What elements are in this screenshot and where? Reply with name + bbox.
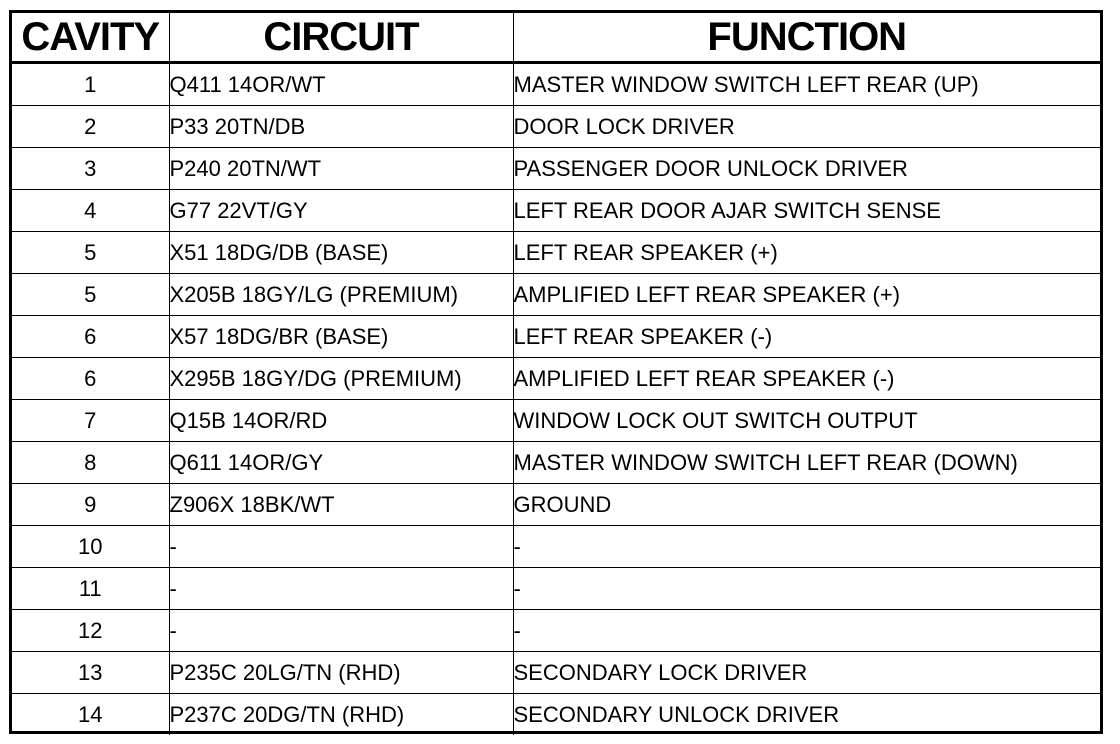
connector-pinout-sheet bbox=[9, 10, 1103, 734]
circuit-cell: P237C 20DG/TN (RHD) bbox=[169, 694, 513, 736]
function-cell: DOOR LOCK DRIVER bbox=[513, 106, 1100, 148]
cavity-cell: 8 bbox=[12, 442, 169, 484]
header-function: FUNCTION bbox=[513, 13, 1100, 63]
function-cell: LEFT REAR SPEAKER (-) bbox=[513, 316, 1100, 358]
cavity-cell: 7 bbox=[12, 400, 169, 442]
cavity-cell: 5 bbox=[12, 274, 169, 316]
connector-pinout-table bbox=[12, 13, 1100, 735]
table-row bbox=[12, 316, 1100, 358]
cavity-cell: 6 bbox=[12, 316, 169, 358]
header-row bbox=[12, 13, 1100, 63]
table-row bbox=[12, 400, 1100, 442]
function-cell: AMPLIFIED LEFT REAR SPEAKER (+) bbox=[513, 274, 1100, 316]
cavity-cell: 4 bbox=[12, 190, 169, 232]
circuit-cell: Q15B 14OR/RD bbox=[169, 400, 513, 442]
table-row bbox=[12, 652, 1100, 694]
table-row bbox=[12, 484, 1100, 526]
function-cell: MASTER WINDOW SWITCH LEFT REAR (UP) bbox=[513, 63, 1100, 106]
cavity-cell: 12 bbox=[12, 610, 169, 652]
cavity-cell: 14 bbox=[12, 694, 169, 736]
table-row bbox=[12, 63, 1100, 106]
table-row bbox=[12, 106, 1100, 148]
function-cell: - bbox=[513, 568, 1100, 610]
cavity-cell: 9 bbox=[12, 484, 169, 526]
cavity-cell: 6 bbox=[12, 358, 169, 400]
function-cell: SECONDARY UNLOCK DRIVER bbox=[513, 694, 1100, 736]
table-row bbox=[12, 232, 1100, 274]
header-circuit: CIRCUIT bbox=[169, 13, 513, 63]
table-row bbox=[12, 610, 1100, 652]
cavity-cell: 1 bbox=[12, 63, 169, 106]
table-row bbox=[12, 358, 1100, 400]
cavity-cell: 13 bbox=[12, 652, 169, 694]
circuit-cell: Q411 14OR/WT bbox=[169, 63, 513, 106]
table-body bbox=[12, 63, 1100, 736]
function-cell: - bbox=[513, 610, 1100, 652]
table-row bbox=[12, 568, 1100, 610]
function-cell: GROUND bbox=[513, 484, 1100, 526]
header-cavity: CAVITY bbox=[12, 13, 169, 63]
circuit-cell: - bbox=[169, 568, 513, 610]
function-cell: WINDOW LOCK OUT SWITCH OUTPUT bbox=[513, 400, 1100, 442]
function-cell: AMPLIFIED LEFT REAR SPEAKER (-) bbox=[513, 358, 1100, 400]
circuit-cell: Q611 14OR/GY bbox=[169, 442, 513, 484]
table-row bbox=[12, 274, 1100, 316]
function-cell: - bbox=[513, 526, 1100, 568]
circuit-cell: X57 18DG/BR (BASE) bbox=[169, 316, 513, 358]
circuit-cell: X205B 18GY/LG (PREMIUM) bbox=[169, 274, 513, 316]
cavity-cell: 11 bbox=[12, 568, 169, 610]
circuit-cell: P33 20TN/DB bbox=[169, 106, 513, 148]
table-row bbox=[12, 190, 1100, 232]
table-row bbox=[12, 148, 1100, 190]
cavity-cell: 5 bbox=[12, 232, 169, 274]
cavity-cell: 2 bbox=[12, 106, 169, 148]
cavity-cell: 3 bbox=[12, 148, 169, 190]
function-cell: PASSENGER DOOR UNLOCK DRIVER bbox=[513, 148, 1100, 190]
circuit-cell: X51 18DG/DB (BASE) bbox=[169, 232, 513, 274]
circuit-cell: X295B 18GY/DG (PREMIUM) bbox=[169, 358, 513, 400]
function-cell: LEFT REAR SPEAKER (+) bbox=[513, 232, 1100, 274]
circuit-cell: P235C 20LG/TN (RHD) bbox=[169, 652, 513, 694]
function-cell: SECONDARY LOCK DRIVER bbox=[513, 652, 1100, 694]
circuit-cell: P240 20TN/WT bbox=[169, 148, 513, 190]
circuit-cell: - bbox=[169, 610, 513, 652]
circuit-cell: - bbox=[169, 526, 513, 568]
table-row bbox=[12, 694, 1100, 736]
circuit-cell: G77 22VT/GY bbox=[169, 190, 513, 232]
table-row bbox=[12, 526, 1100, 568]
table-row bbox=[12, 442, 1100, 484]
circuit-cell: Z906X 18BK/WT bbox=[169, 484, 513, 526]
function-cell: LEFT REAR DOOR AJAR SWITCH SENSE bbox=[513, 190, 1100, 232]
function-cell: MASTER WINDOW SWITCH LEFT REAR (DOWN) bbox=[513, 442, 1100, 484]
cavity-cell: 10 bbox=[12, 526, 169, 568]
